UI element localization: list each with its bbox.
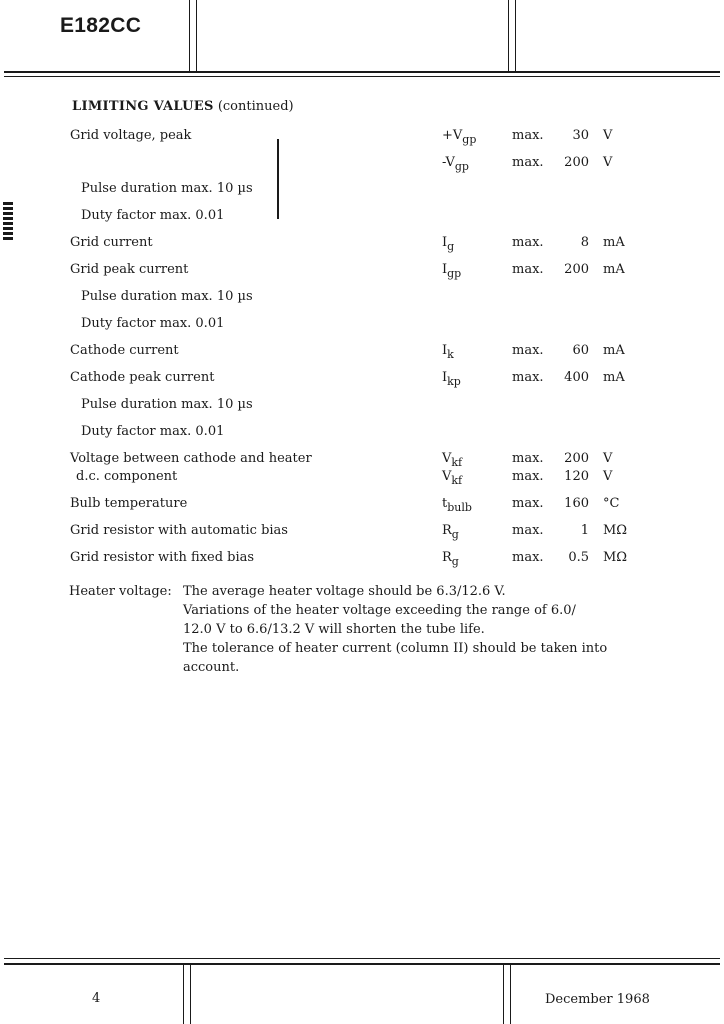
limit-label: max. xyxy=(512,469,544,484)
param-condition: Pulse duration max. 10 µs xyxy=(81,289,253,304)
limit-label: max. xyxy=(512,235,544,250)
limit-unit: MΩ xyxy=(603,523,628,538)
heater-voltage-note-line: The average heater voltage should be 6.3/12.6 V. xyxy=(183,584,506,599)
param-symbol: $V_{kf}$ xyxy=(442,469,463,487)
row-grid-current xyxy=(0,235,724,255)
header-divider-2a xyxy=(508,0,509,72)
row-cathode-peak-current xyxy=(0,370,724,390)
heater-voltage-note-line: The tolerance of heater current (column II) should be taken into xyxy=(183,641,608,656)
param-label: Cathode current xyxy=(70,343,179,358)
row-grid-peak-current xyxy=(0,262,724,282)
limit-label: max. xyxy=(512,155,544,170)
param-label: Bulb temperature xyxy=(70,496,188,511)
param-symbol: $I_g$ xyxy=(442,235,455,253)
param-symbol: $I_k$ xyxy=(442,343,454,361)
param-condition: Pulse duration max. 10 µs xyxy=(81,397,253,412)
param-symbol: $-V_{gp}$ xyxy=(442,155,469,173)
param-label: Grid resistor with fixed bias xyxy=(70,550,255,565)
limit-unit: mA xyxy=(603,370,625,385)
param-condition: Pulse duration max. 10 µs xyxy=(81,181,253,196)
row-duty-factor-1 xyxy=(0,208,724,228)
param-symbol: $R_g$ xyxy=(442,550,459,568)
param-symbol: $V_{kf}$ xyxy=(442,451,463,469)
param-label: Grid peak current xyxy=(70,262,189,277)
limit-label: max. xyxy=(512,496,544,511)
footer-divider-2b xyxy=(510,964,511,1024)
row-grid-resistor-fixed-bias xyxy=(0,550,724,570)
param-label: Grid voltage, peak xyxy=(70,128,192,143)
limit-unit: MΩ xyxy=(603,550,628,565)
limit-unit: mA xyxy=(603,235,625,250)
row-duty-factor-2 xyxy=(0,316,724,336)
page-number: 4 xyxy=(92,991,101,1006)
limit-label: max. xyxy=(512,550,544,565)
limit-value: 120 xyxy=(564,469,589,484)
param-condition: Duty factor max. 0.01 xyxy=(81,208,225,223)
param-condition: Duty factor max. 0.01 xyxy=(81,424,225,439)
limit-value: 400 xyxy=(564,370,589,385)
param-label: Voltage between cathode and heater xyxy=(70,451,312,466)
section-heading-suffix: (continued) xyxy=(217,99,294,114)
row-cathode-heater-voltage xyxy=(0,451,724,471)
param-label: Grid current xyxy=(70,235,153,250)
section-heading xyxy=(72,99,294,114)
heater-voltage-note-label: Heater voltage: xyxy=(69,584,172,599)
limit-value: 200 xyxy=(564,262,589,277)
param-condition: Duty factor max. 0.01 xyxy=(81,316,225,331)
grid-voltage-brace xyxy=(277,139,279,219)
footer-divider-2a xyxy=(503,964,504,1024)
tube-type-title: E182CC xyxy=(60,14,142,37)
row-bulb-temperature xyxy=(0,496,724,516)
param-label: d.c. component xyxy=(76,469,178,484)
header-rule-bottom xyxy=(4,76,720,77)
limit-unit: V xyxy=(603,469,613,484)
limit-value: 0.5 xyxy=(568,550,589,565)
heater-voltage-note-line: 12.0 V to 6.6/13.2 V will shorten the tube life. xyxy=(183,622,485,637)
row-cathode-current xyxy=(0,343,724,363)
limit-label: max. xyxy=(512,262,544,277)
row-pulse-duration-2 xyxy=(0,289,724,309)
limit-label: max. xyxy=(512,370,544,385)
limit-label: max. xyxy=(512,451,544,466)
limit-label: max. xyxy=(512,523,544,538)
limit-value: 1 xyxy=(580,523,589,538)
limit-label: max. xyxy=(512,343,544,358)
param-symbol: $I_{kp}$ xyxy=(442,370,461,388)
footer-rule-top xyxy=(4,958,720,959)
heater-voltage-note-line: Variations of the heater voltage exceeding the range of 6.0/ xyxy=(183,603,576,618)
header-rule-top xyxy=(4,71,720,73)
row-cathode-heater-dc xyxy=(0,469,724,489)
limit-unit: °C xyxy=(603,496,620,511)
limit-value: 8 xyxy=(580,235,589,250)
header-divider-2b xyxy=(515,0,516,72)
footer-rule-bottom xyxy=(4,963,720,965)
param-symbol: $I_{gp}$ xyxy=(442,262,462,280)
row-pulse-duration-3 xyxy=(0,397,724,417)
footer-divider-1a xyxy=(183,964,184,1024)
issue-date: December 1968 xyxy=(545,992,650,1007)
param-symbol: $t_{bulb}$ xyxy=(442,496,472,514)
param-symbol: $R_g$ xyxy=(442,523,459,541)
param-label: Grid resistor with automatic bias xyxy=(70,523,288,538)
param-label: Cathode peak current xyxy=(70,370,215,385)
limit-value: 200 xyxy=(564,451,589,466)
header-divider-1a xyxy=(189,0,190,72)
limit-unit: mA xyxy=(603,343,625,358)
row-grid-voltage-peak-positive xyxy=(0,128,724,148)
param-symbol: $+V_{gp}$ xyxy=(442,128,477,146)
limit-value: 60 xyxy=(572,343,589,358)
limit-unit: V xyxy=(603,128,613,143)
row-grid-voltage-peak-negative xyxy=(0,155,724,175)
limit-value: 30 xyxy=(572,128,589,143)
limit-value: 200 xyxy=(564,155,589,170)
row-grid-resistor-auto-bias xyxy=(0,523,724,543)
limit-unit: V xyxy=(603,155,613,170)
limit-value: 160 xyxy=(564,496,589,511)
row-pulse-duration-1 xyxy=(0,181,724,201)
limit-label: max. xyxy=(512,128,544,143)
limit-unit: V xyxy=(603,451,613,466)
header-divider-1b xyxy=(196,0,197,72)
row-duty-factor-3 xyxy=(0,424,724,444)
limit-unit: mA xyxy=(603,262,625,277)
footer-divider-1b xyxy=(190,964,191,1024)
section-heading-bold: LIMITING VALUES xyxy=(72,99,214,114)
heater-voltage-note-line: account. xyxy=(183,660,240,675)
